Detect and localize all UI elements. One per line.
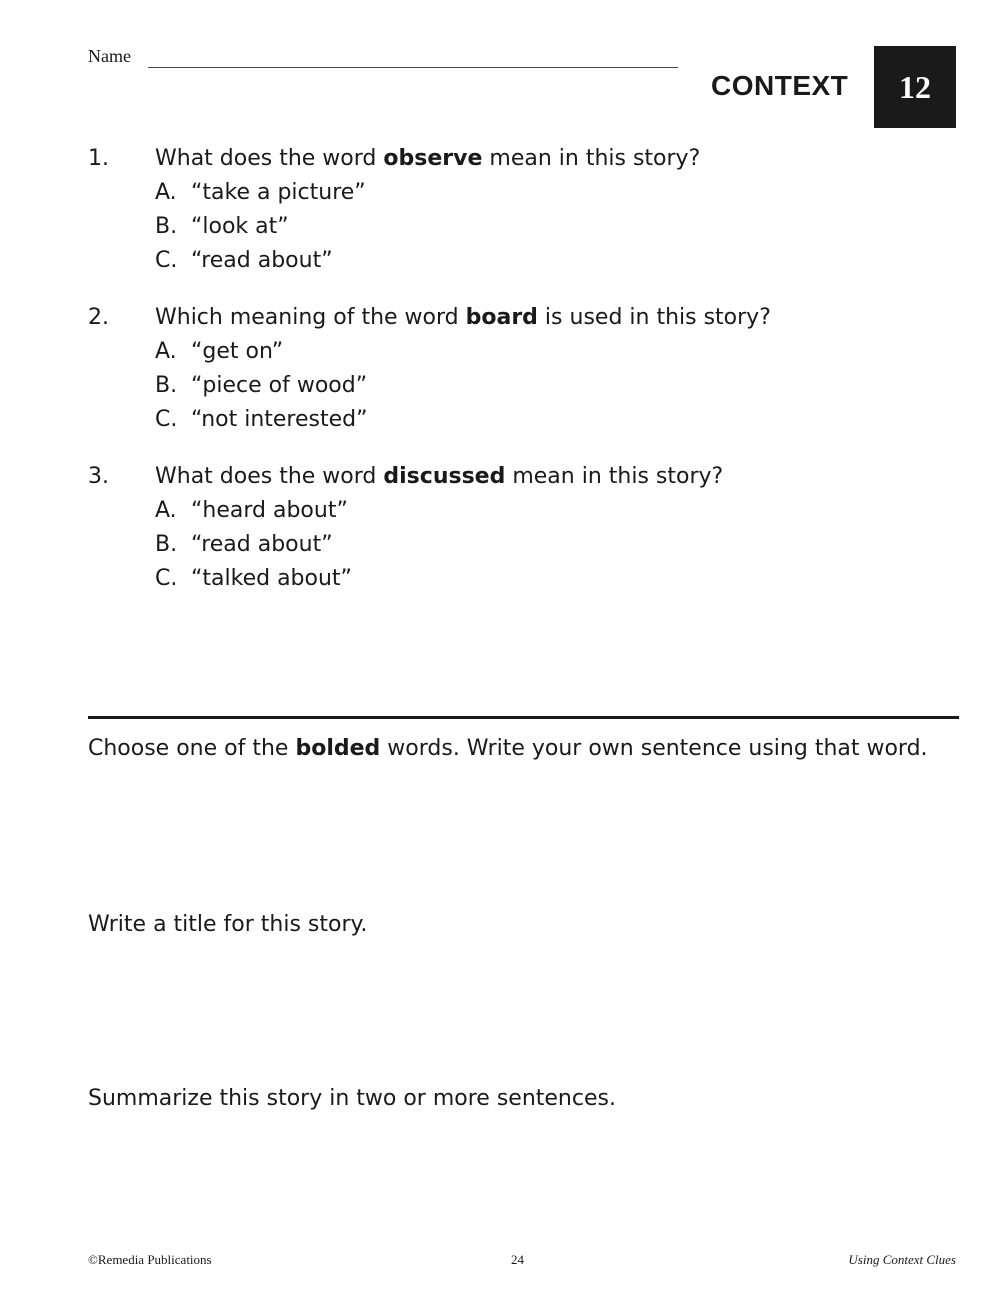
question-text: What does the word discussed mean in this story? <box>155 464 724 489</box>
vocab-word: discussed <box>383 464 506 489</box>
option-b[interactable]: B. “look at” <box>155 214 289 239</box>
footer-page-number: 24 <box>511 1252 524 1267</box>
title-prompt: Write a title for this story. <box>88 912 368 937</box>
option-a[interactable]: A. “heard about” <box>155 498 348 523</box>
section-title: CONTEXT <box>711 70 849 101</box>
sentence-prompt: Choose one of the bolded words. Write your own sentence using that word. <box>88 736 928 761</box>
name-label: Name <box>88 46 131 66</box>
vocab-word: board <box>465 305 538 330</box>
footer-book-title: Using Context Clues <box>848 1252 956 1267</box>
option-c[interactable]: C. “read about” <box>155 248 333 273</box>
option-c[interactable]: C. “talked about” <box>155 566 352 591</box>
question-text: What does the word observe mean in this story? <box>155 146 701 171</box>
option-b[interactable]: B. “read about” <box>155 532 333 557</box>
question-number: 2. <box>88 305 109 330</box>
summary-prompt: Summarize this story in two or more sentences. <box>88 1086 616 1111</box>
option-c[interactable]: C. “not interested” <box>155 407 368 432</box>
lesson-number-badge: 12 <box>874 46 956 128</box>
question-number: 1. <box>88 146 109 171</box>
footer-publisher: ©Remedia Publications <box>88 1252 212 1267</box>
question-number: 3. <box>88 464 109 489</box>
option-a[interactable]: A. “take a picture” <box>155 180 366 205</box>
option-a[interactable]: A. “get on” <box>155 339 284 364</box>
option-b[interactable]: B. “piece of wood” <box>155 373 368 398</box>
name-field-line[interactable] <box>148 67 678 68</box>
section-divider <box>88 716 959 719</box>
question-text: Which meaning of the word board is used in this story? <box>155 305 771 330</box>
vocab-word: observe <box>383 146 483 171</box>
